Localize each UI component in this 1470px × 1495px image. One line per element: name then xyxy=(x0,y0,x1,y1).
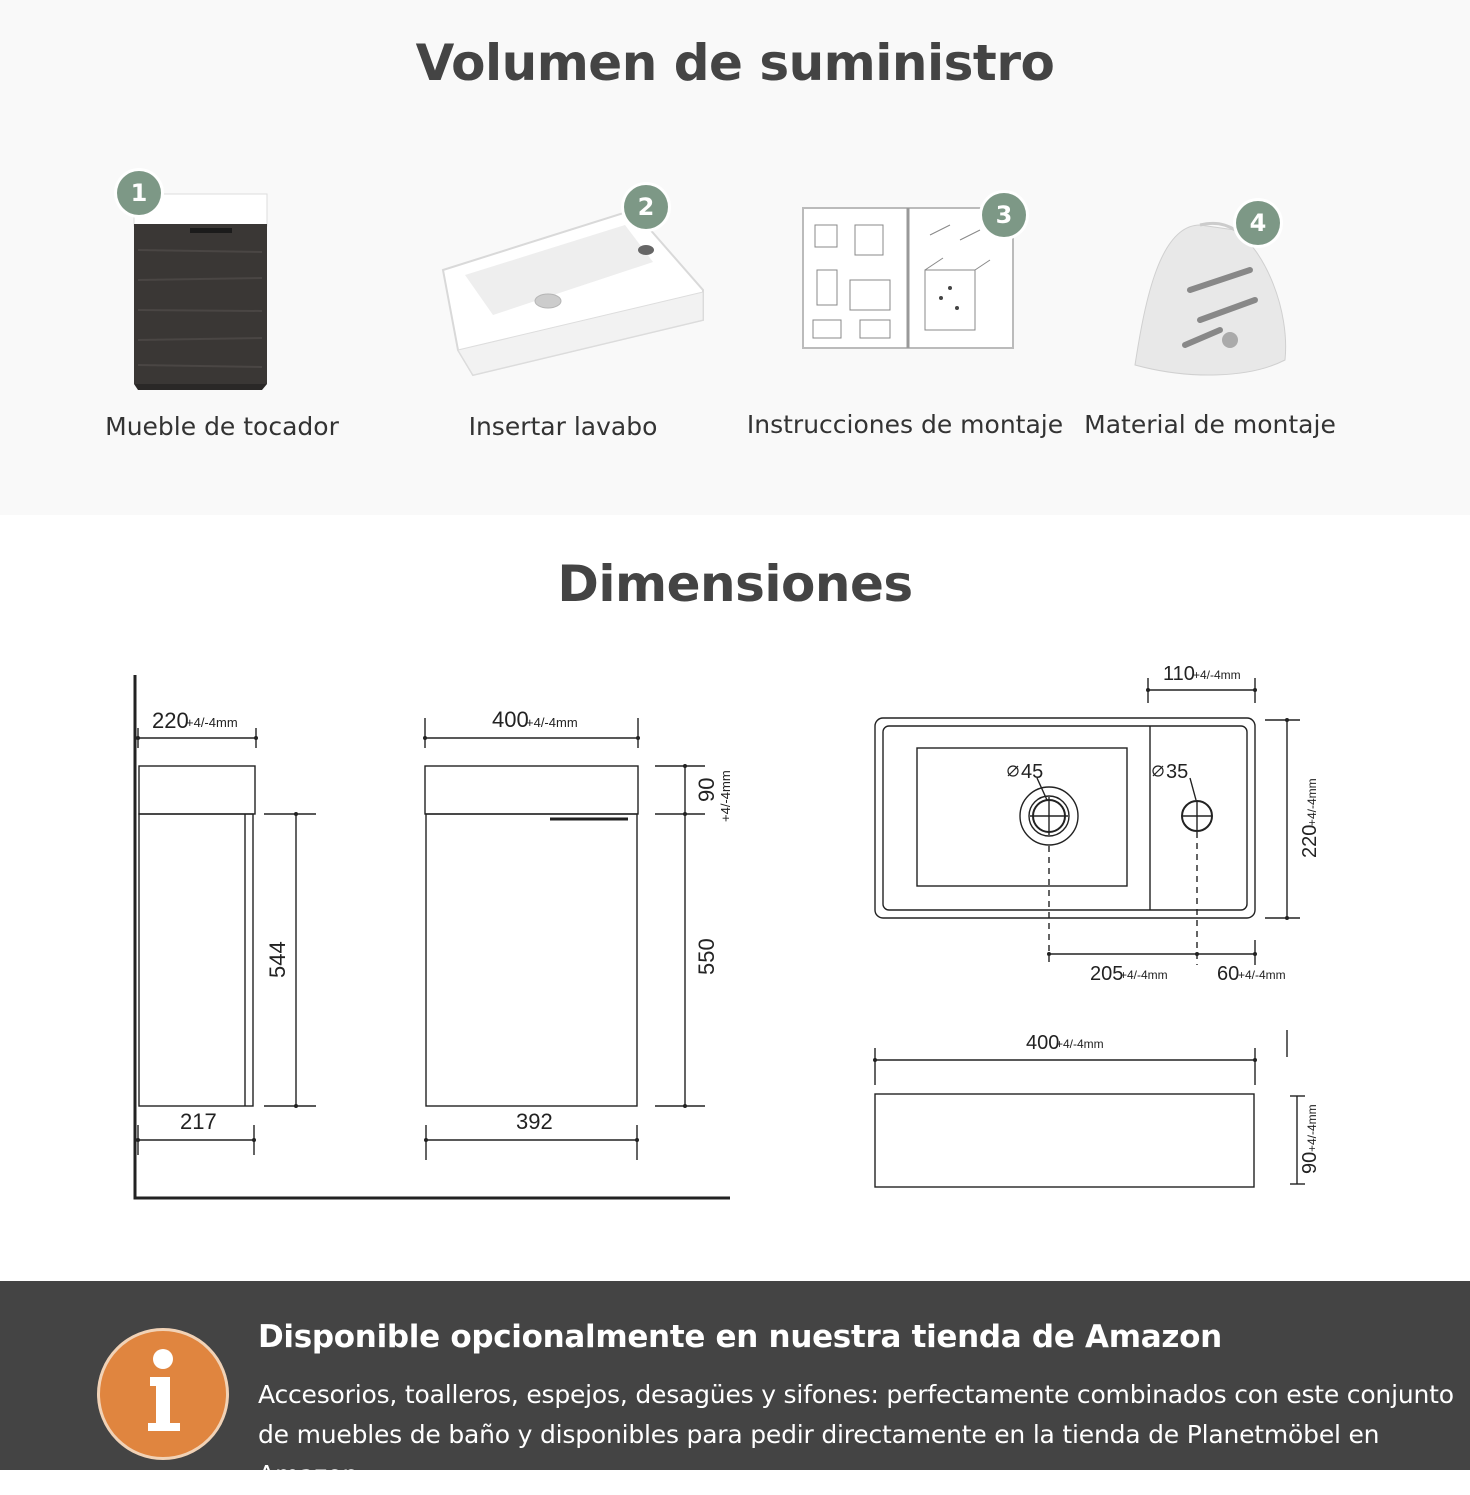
tap-hole-diameter: 35 xyxy=(1166,761,1189,783)
info-icon xyxy=(97,1328,229,1460)
dimensions-title: Dimensiones xyxy=(557,555,913,613)
washbasin-icon xyxy=(403,180,723,410)
tolerance-label: +4/-4mm xyxy=(718,770,733,822)
drain-diameter: 45 xyxy=(1021,761,1044,783)
drain-offset: 205 xyxy=(1090,963,1124,985)
cabinet-front-bottom-width: 392 xyxy=(516,1109,553,1134)
tap-offset: 60 xyxy=(1217,963,1240,985)
basin-depth: 220 xyxy=(1299,824,1321,858)
scope-title: Volumen de suministro xyxy=(415,34,1055,92)
item-label: Instrucciones de montaje xyxy=(746,410,1064,439)
tolerance-label: +4/-4mm xyxy=(526,715,578,730)
tolerance-label: +4/-4mm xyxy=(1056,1037,1104,1051)
item-number-badge: 2 xyxy=(624,185,668,229)
cabinet-basin-height: 90 xyxy=(694,777,719,802)
scope-item-vanity xyxy=(62,150,382,500)
scope-item-washbasin xyxy=(403,150,723,500)
scope-section xyxy=(0,0,1470,515)
tolerance-label: +4/-4mm xyxy=(1120,968,1168,982)
item-number-badge: 1 xyxy=(117,171,161,215)
cabinet-front-top-width: 400 xyxy=(492,707,529,732)
item-label: Insertar lavabo xyxy=(468,412,658,441)
cabinet-front-height: 550 xyxy=(694,938,719,975)
info-title: Disponible opcionalmente en nuestra tienda de Amazon xyxy=(258,1319,1222,1355)
tolerance-label: +4/-4mm xyxy=(1238,968,1286,982)
info-text: Accesorios, toalleros, espejos, desagües y sifones: perfectamente combinados con este conjunto de muebles de baño y disponibles para pedir directamente en la tienda de Planetmöbel en Amazon. xyxy=(258,1380,1454,1489)
item-label: Mueble de tocador xyxy=(105,412,339,441)
item-label: Material de montaje xyxy=(1084,410,1336,439)
dimension-drawings xyxy=(0,640,1470,1240)
tolerance-label: +4/-4mm xyxy=(1193,668,1241,682)
item-number-badge: 4 xyxy=(1236,201,1280,245)
tolerance-label: +4/-4mm xyxy=(186,715,238,730)
basin-height: 90 xyxy=(1299,1151,1321,1174)
basin-right-width: 110 xyxy=(1163,663,1195,685)
amazon-info-banner xyxy=(0,1281,1470,1489)
cabinet-side-top-width: 220 xyxy=(152,708,189,733)
tolerance-label: +4/-4mm xyxy=(1305,1104,1319,1152)
item-number-badge: 3 xyxy=(982,193,1026,237)
scope-item-instructions xyxy=(745,150,1065,500)
scope-item-mounting-kit xyxy=(1050,150,1370,500)
basin-width: 400 xyxy=(1026,1032,1060,1054)
mounting-kit-bag-icon xyxy=(1050,180,1370,410)
cabinet-side-bottom-width: 217 xyxy=(180,1109,217,1134)
cabinet-side-height: 544 xyxy=(265,941,290,978)
tolerance-label: +4/-4mm xyxy=(1305,778,1319,826)
vanity-cabinet-icon xyxy=(62,180,382,410)
